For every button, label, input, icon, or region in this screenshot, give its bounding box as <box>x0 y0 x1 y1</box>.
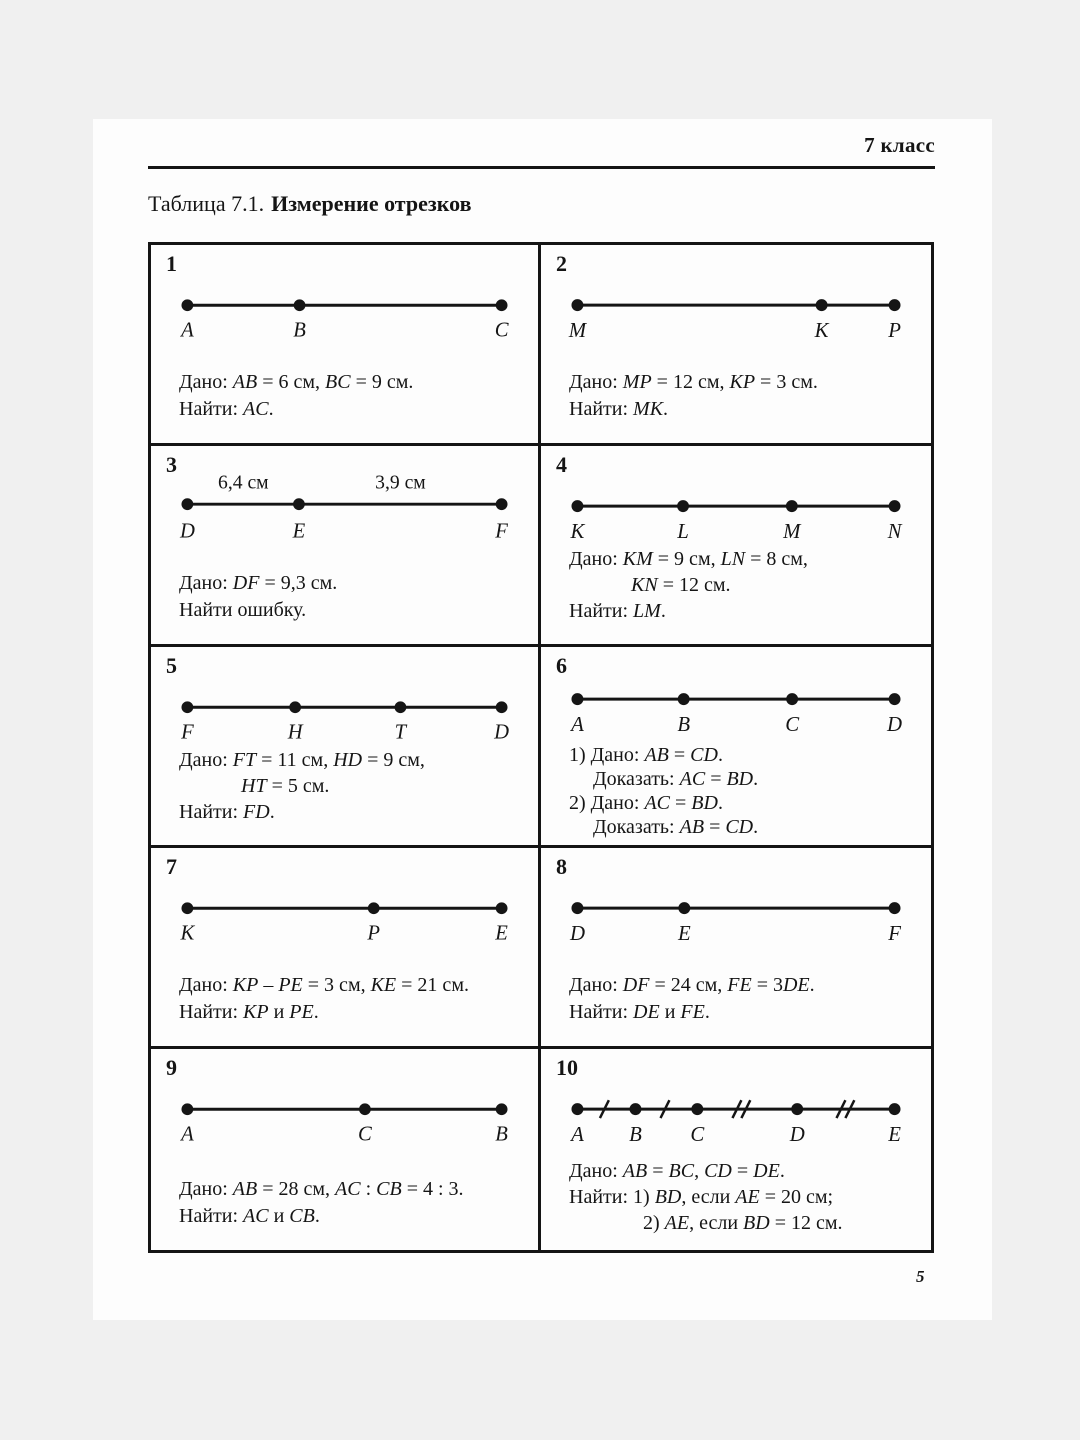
point-dot <box>691 1103 703 1115</box>
point-label: E <box>292 520 306 543</box>
point-dot <box>571 299 583 311</box>
point-dot <box>791 1103 803 1115</box>
header-rule <box>148 166 935 169</box>
point-label: D <box>569 920 585 945</box>
problem-cell-10 <box>541 1049 931 1250</box>
problem-text <box>569 972 925 1026</box>
point-dot <box>368 902 380 914</box>
problem-number: 7 <box>166 854 177 879</box>
point-label: B <box>495 1123 508 1146</box>
problem-cell-4 <box>541 446 931 647</box>
table-title-main: Измерение отрезков <box>271 191 472 216</box>
point-label: F <box>181 721 194 744</box>
segment-figure <box>181 695 508 747</box>
problem-text-line: Найти: LM. <box>569 600 666 622</box>
problem-cell-9 <box>151 1049 541 1250</box>
problem-cell-6 <box>541 647 931 848</box>
problem-text-line: Найти: MK. <box>569 398 669 420</box>
point-dot <box>571 693 583 705</box>
problem-text-line: HT = 5 см. <box>241 775 330 797</box>
problem-text-line: 1) Дано: AB = CD. <box>569 744 723 766</box>
problem-text-line: Найти: DE и FE. <box>569 1001 710 1023</box>
point-dot <box>496 498 508 510</box>
problem-text-line: Найти: 1) BD, если AE = 20 см; <box>569 1186 834 1208</box>
point-label: P <box>888 317 901 342</box>
problem-text-line: KN = 12 см. <box>631 574 731 596</box>
point-label: A <box>571 711 584 736</box>
point-dot <box>181 498 193 510</box>
segment-diagram <box>181 695 508 747</box>
point-label: H <box>287 721 303 744</box>
problem-number: 10 <box>556 1055 578 1080</box>
segment-figure <box>181 472 508 556</box>
point-dot <box>571 500 583 512</box>
problems-table <box>148 242 934 1253</box>
point-dot <box>889 1103 901 1115</box>
point-dot <box>293 498 305 510</box>
point-dot <box>816 299 828 311</box>
problem-text-line: Доказать: AC = BD. <box>593 768 759 790</box>
grade-header: 7 класс <box>864 133 935 157</box>
problem-text-line: Найти ошибку. <box>179 599 307 621</box>
point-dot <box>181 902 193 914</box>
point-label: E <box>888 1121 901 1146</box>
problem-cell-7 <box>151 848 541 1049</box>
problem-text-line: Дано: AB = 6 см, BC = 9 см. <box>179 371 414 393</box>
problem-text <box>569 743 925 839</box>
segment-figure <box>181 1097 508 1149</box>
point-label: K <box>570 518 585 543</box>
document-page <box>93 119 992 1320</box>
point-label: T <box>394 721 407 744</box>
problem-text-line: Дано: FT = 11 см, HD = 9 см, <box>179 749 425 771</box>
problem-number: 1 <box>166 251 177 276</box>
segment-figure <box>571 896 901 948</box>
problem-number: 3 <box>166 452 177 477</box>
point-dot <box>889 693 901 705</box>
point-label: M <box>568 317 587 342</box>
point-dot <box>395 701 407 713</box>
point-label: L <box>677 518 689 543</box>
point-label: P <box>367 922 381 945</box>
segment-figure <box>568 293 901 345</box>
problem-text <box>569 546 925 624</box>
problem-text <box>179 570 532 624</box>
problem-text <box>569 369 925 423</box>
point-label: N <box>887 518 902 543</box>
point-label: C <box>785 711 800 736</box>
problem-cell-3 <box>151 446 541 647</box>
point-label: A <box>181 319 194 342</box>
point-label: E <box>495 922 508 945</box>
point-label: K <box>180 922 195 945</box>
point-dot <box>496 902 508 914</box>
point-dot <box>571 902 583 914</box>
problem-text-line: Найти: FD. <box>179 801 275 823</box>
segment-diagram <box>181 472 508 556</box>
segment-figure <box>571 687 901 739</box>
segment-figure <box>181 896 508 948</box>
point-dot <box>359 1103 371 1115</box>
point-dot <box>496 299 508 311</box>
segment-diagram <box>181 1097 508 1149</box>
point-dot <box>677 500 689 512</box>
point-dot <box>496 1103 508 1115</box>
segment-figure <box>181 293 508 345</box>
problem-text-line: Дано: DF = 9,3 см. <box>179 572 338 594</box>
problem-text-line: Дано: KP – PE = 3 см, KE = 21 см. <box>179 974 469 996</box>
point-dot <box>678 902 690 914</box>
problem-text <box>179 972 532 1026</box>
problem-text-line: Дано: AB = 28 см, AC : CB = 4 : 3. <box>179 1178 464 1200</box>
point-dot <box>571 1103 583 1115</box>
point-dot <box>889 500 901 512</box>
problem-text-line: Доказать: AB = CD. <box>593 816 759 838</box>
segment-diagram <box>181 293 508 345</box>
point-label: B <box>677 711 691 736</box>
point-label: D <box>887 711 903 736</box>
table-title <box>148 191 471 217</box>
problem-text <box>179 369 532 423</box>
page-number: 5 <box>916 1267 925 1286</box>
problem-number: 6 <box>556 653 567 678</box>
problem-text <box>569 1158 925 1236</box>
problem-text-line: Дано: KM = 9 см, LN = 8 см, <box>569 548 808 570</box>
point-label: A <box>181 1123 194 1146</box>
point-label: D <box>179 520 195 543</box>
problem-text-line: Дано: MP = 12 см, KP = 3 см. <box>569 371 818 393</box>
point-label: K <box>814 317 829 342</box>
problem-text-line: Дано: AB = BC, CD = DE. <box>569 1160 785 1182</box>
problem-text <box>179 747 532 825</box>
problem-text-line: Дано: DF = 24 см, FE = 3DE. <box>569 974 815 996</box>
problem-text-line: Найти: AC. <box>179 398 274 420</box>
point-dot <box>786 500 798 512</box>
point-dot <box>294 299 306 311</box>
measure-label: 6,4 см <box>218 472 269 494</box>
point-label: F <box>495 520 508 543</box>
point-label: E <box>677 920 691 945</box>
point-label: C <box>494 319 509 342</box>
point-dot <box>181 299 193 311</box>
segment-diagram <box>181 896 508 948</box>
segment-diagram <box>568 293 901 345</box>
point-dot <box>630 1103 642 1115</box>
problem-cell-1 <box>151 245 541 446</box>
point-label: C <box>690 1121 705 1146</box>
problem-number: 8 <box>556 854 567 879</box>
problem-cell-5 <box>151 647 541 848</box>
problem-text-line: 2) AE, если BD = 12 см. <box>643 1212 843 1234</box>
segment-diagram <box>571 687 901 739</box>
point-label: D <box>494 721 510 744</box>
point-dot <box>181 701 193 713</box>
problem-number: 2 <box>556 251 567 276</box>
segment-diagram <box>571 1097 901 1149</box>
measure-label: 3,9 см <box>375 472 426 494</box>
point-dot <box>181 1103 193 1115</box>
point-dot <box>678 693 690 705</box>
problem-cell-2 <box>541 245 931 446</box>
point-label: M <box>783 518 801 543</box>
point-dot <box>289 701 301 713</box>
segment-figure <box>571 1097 901 1149</box>
problem-text-line: Найти: AC и CB. <box>179 1205 320 1227</box>
point-dot <box>889 299 901 311</box>
problem-text-line: 2) Дано: AC = BD. <box>569 792 723 814</box>
segment-diagram <box>571 896 901 948</box>
segment-figure <box>571 494 901 546</box>
problem-number: 5 <box>166 653 177 678</box>
problem-cell-8 <box>541 848 931 1049</box>
problem-text-line: Найти: KP и PE. <box>179 1001 319 1023</box>
segment-diagram <box>571 494 901 546</box>
point-label: B <box>293 319 306 342</box>
point-label: F <box>888 920 901 945</box>
point-label: B <box>629 1121 642 1146</box>
problem-text <box>179 1176 532 1230</box>
point-label: A <box>571 1121 584 1146</box>
point-label: C <box>358 1123 372 1146</box>
problem-number: 9 <box>166 1055 177 1080</box>
point-dot <box>786 693 798 705</box>
table-title-prefix: Таблица 7.1. <box>148 191 265 216</box>
point-dot <box>889 902 901 914</box>
point-dot <box>496 701 508 713</box>
problem-number: 4 <box>556 452 567 477</box>
point-label: D <box>789 1121 805 1146</box>
